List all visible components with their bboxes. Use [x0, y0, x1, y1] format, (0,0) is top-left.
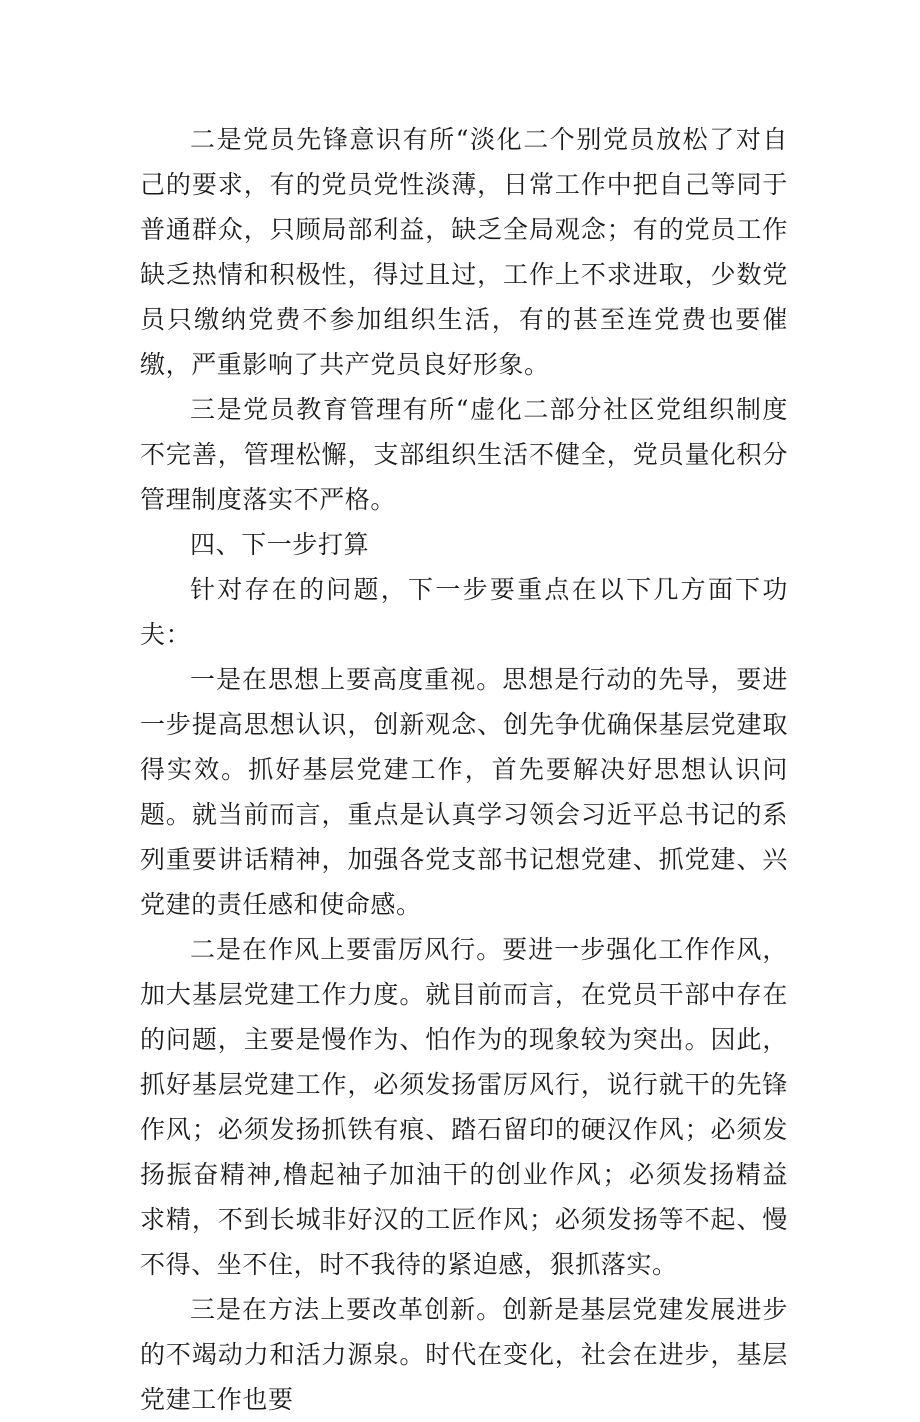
document-body — [140, 117, 788, 1422]
paragraph-innovation: 三是在方法上要改革创新。创新是基层党建发展进步的不竭动力和活力源泉。时代在变化，社会在进步，基层党建工作也要 — [140, 1295, 788, 1414]
paragraph-thinking: 一是在思想上要高度重视。思想是行动的先导，要进一步提高思想认识，创新观念、创先争优确保基层党建取得实效。抓好基层党建工作，首先要解决好思想认识问题。就当前而言，重点是认真学习领会习近平总书记的系列重要讲话精神，加强各党支部书记想党建、抓党建、兴党建的责任感和使命感。 — [140, 665, 788, 919]
paragraph-pioneer-awareness: 二是党员先锋意识有所“淡化二个别党员放松了对自己的要求，有的党员党性淡薄，日常工作中把自己等同于普通群众，只顾局部利益，缺乏全局观念；有的党员工作缺乏热情和积极性，得过且过，工作上不求进取，少数党员只缴纳党费不参加组织生活，有的甚至连党费也要催缴，严重影响了共产党员良好形象。 — [140, 125, 788, 379]
paragraph-education-management: 三是党员教育管理有所“虚化二部分社区党组织制度不完善，管理松懈，支部组织生活不健全，党员量化积分管理制度落实不严格。 — [140, 395, 788, 514]
paragraph-work-style: 二是在作风上要雷厉风行。要进一步强化工作作风，加大基层党建工作力度。就目前而言，在党员干部中存在的问题，主要是慢作为、怕作为的现象较为突出。因此，抓好基层党建工作，必须发扬雷厉风行，说行就干的先锋作风；必须发扬抓铁有痕、踏石留印的硬汉作风；必须发扬振奋精神,橹起袖子加油干的创业作风；必须发扬精益求精，不到长城非好汉的工匠作风；必须发扬等不起、慢不得、坐不住，时不我待的紧迫感，狠抓落实。 — [140, 935, 788, 1279]
section-heading-next-steps: 四、下一步打算 — [190, 530, 370, 559]
paragraph-intro-next-steps: 针对存在的问题，下一步要重点在以下几方面下功夫： — [140, 575, 788, 649]
